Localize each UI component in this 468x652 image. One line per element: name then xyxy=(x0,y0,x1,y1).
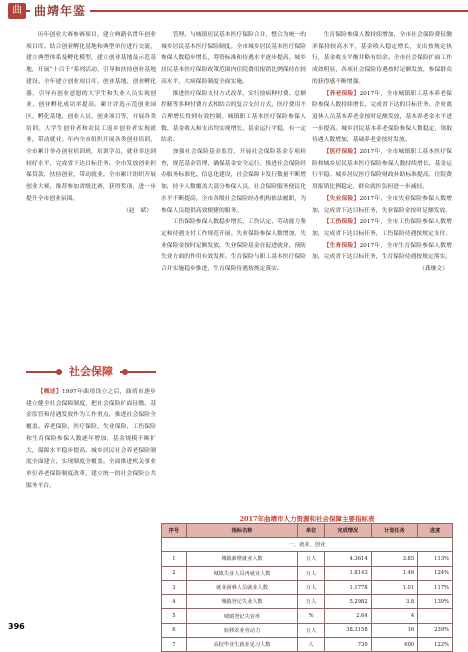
item-text: 2017年，全市工伤保险参保人数增加，完成省下达目标任务，工伤保险待遇按规定支付。 xyxy=(312,219,452,237)
item-tag: 【失业保险】 xyxy=(323,195,360,202)
cell-plan: 1.01 xyxy=(371,580,418,594)
cell-actual: 730 xyxy=(324,638,371,652)
col1-paragraph: 历年创业大赛参赛项目、建立典籍名贯年创业项目库。结合创业孵化基地和典型单位进行交流，建立典型体系及孵化模型，建立创业基地及示范基地，开展“十百千”系列活动，引导和扶持创业基地建设。全年建立创业项目库、创业基地、创业孵化器，引导有创业意愿的大学生和失业人员实现创业，创业孵化成功率提高。累计评选示范创业园区、孵化基地、创业人员、创业项目等，开展各类培训。大学生创业者和农民工返乡创业者实现就业，带动就业。年内全市组织开展各类创业培训，全市累计举办创业培训班，培训学员，就业率达到较好水平，完成省下达目标任务。全市发放创业担保贷款，扶持创业，带动就业。全市累计组织开展创业大赛，推荐参加省级比赛，获得奖项，进一步提升全市创业氛围。 xyxy=(26,32,156,202)
table-row xyxy=(162,552,453,566)
col3-item xyxy=(312,241,452,264)
header-cell-unit: 单位 xyxy=(298,524,325,538)
cell-indicator: 城镇新增就业人数 xyxy=(186,552,297,566)
column-1 xyxy=(26,30,156,217)
column-3 xyxy=(312,30,452,276)
col2-paragraph: 管理。与城镇居民基本医疗保险合并，整合为统一的城乡居民基本医疗保险制度。全市城乡居民基本医疗保险参保人数稳步增长，筹资标准和待遇水平逐步提高。城乡居民基本医疗保险政策范围内住院费用报销比例保持在较高水平，大病保险制度全面实施。 xyxy=(161,32,306,85)
header-cell-indicator: 指标名称 xyxy=(186,524,297,538)
cell-progress: 139% xyxy=(418,595,453,609)
cell-actual: 1.8143 xyxy=(324,566,371,580)
cell-progress: 117% xyxy=(418,580,453,594)
item-text: 2017年，全市城镇职工基本养老保险参保人数持续增长，完成省下达的目标任务。企业离退休人员基本养老金按时足额发放，基本养老金水平进一步提高。城乡居民基本养老保险参保人数稳定，领取待遇人数增加，基础养老金按时发放。 xyxy=(312,90,452,144)
running-title: 曲靖年鉴 xyxy=(30,2,90,20)
indicators-table xyxy=(161,523,453,652)
cell-progress: 113% xyxy=(418,552,453,566)
table-row xyxy=(162,609,453,623)
group-cell: 一、就业、创业 xyxy=(162,538,453,552)
cell-plan: 3.8 xyxy=(371,595,418,609)
col3-item xyxy=(312,147,452,194)
cell-unit: 万人 xyxy=(298,623,325,637)
col3-item xyxy=(312,194,452,217)
cell-actual: 1.1778 xyxy=(324,580,371,594)
overview-tag: 【概述】 xyxy=(37,389,62,395)
header-cell-index: 序号 xyxy=(162,524,187,538)
cell-actual: 5.2982 xyxy=(324,595,371,609)
cell-unit: 人 xyxy=(298,638,325,652)
col2-paragraph: 加强社会保险基金监管，开展社会保险基金专项检查，规范基金管理，确保基金安全运行。推进社会保险经办服务标准化、信息化建设，社会保障卡发行数量不断增加，持卡人数覆盖大部分参保人员，社会保险服务便民化水平不断提高。全市各级社会保险经办机构依法履职，为参保人员提供高效便捷的服务。 xyxy=(161,149,306,214)
section-heading xyxy=(26,362,156,382)
table-row xyxy=(162,580,453,594)
cell-unit: % xyxy=(298,609,325,623)
column-1-overview xyxy=(26,387,156,492)
cell-index: 2 xyxy=(162,566,187,580)
column-2 xyxy=(161,30,306,276)
cell-unit: 万人 xyxy=(298,566,325,580)
table-title: 2017年曲靖市人力资源和社会保障主要指标表 xyxy=(239,515,375,523)
cell-index: 4 xyxy=(162,595,187,609)
overview-text: 1997年曲靖设立之后，曲靖市逐步建立健全社会保障制度，把社会保险扩面征缴、基金监管和待遇发放作为工作重点，推进社会保险全覆盖。养老保险、医疗保险、失业保险、工伤保险和生育保险参保人数逐年增加，基金规模不断扩大，保障水平稳步提高。城乡居民社会养老保险制度全面建立，实现制度全覆盖。全面推进机关事业单位养老保险制度改革，建立统一的社会保险公共服务平台。 xyxy=(26,389,156,489)
cell-plan: 3.85 xyxy=(371,552,418,566)
col3-item xyxy=(312,89,452,148)
cell-indicator: 城镇登记失业率 xyxy=(186,609,297,623)
item-text: 2017年，全市城镇职工基本医疗保险和城乡居民基本医疗保险参保人数持续增长，基金运行平稳。城乡居民医疗保险财政补助标准提高，住院费用报销比例稳定，群众就医负担进一步减轻。 xyxy=(312,149,452,191)
header-cell-actual: 完成情况 xyxy=(324,524,371,538)
table-header-row xyxy=(162,524,453,538)
cell-plan: 4 xyxy=(371,609,418,623)
cell-plan: 16 xyxy=(371,623,418,637)
col3-item xyxy=(312,217,452,240)
col2-paragraph: 工伤保险参保人数稳步增长，工伤认定、劳动能力鉴定和待遇支付工作规范开展。失业保险参保人数增加，失业保险金按时足额发放，失业保险基金在促进就业、预防失业方面的作用有效发挥。生育保险与职工基本医疗保险合并实施稳步推进，生育保险待遇按规定落实。 xyxy=(161,219,306,273)
cell-plan: 600 xyxy=(371,638,418,652)
cell-index: 1 xyxy=(162,552,187,566)
cell-unit: 万人 xyxy=(298,552,325,566)
cell-indicator: 城镇登记失业人数 xyxy=(186,595,297,609)
header-cell-progress: 进度 xyxy=(418,524,453,538)
cell-plan: 1.46 xyxy=(371,566,418,580)
page-header xyxy=(0,0,468,22)
cell-actual: 2.64 xyxy=(324,609,371,623)
cell-indicator: 转移农业劳动力 xyxy=(186,623,297,637)
logo-glyph: 曲 xyxy=(12,5,22,16)
cell-progress: 122% xyxy=(418,638,453,652)
cell-indicator: 城镇失业人员再就业人数 xyxy=(186,566,297,580)
cell-unit: 万人 xyxy=(298,580,325,594)
cell-unit: 万人 xyxy=(298,595,325,609)
cell-indicator: 就业困难人员就业人数 xyxy=(186,580,297,594)
cell-index: 7 xyxy=(162,638,187,652)
cell-progress xyxy=(418,609,453,623)
cell-progress: 124% xyxy=(418,566,453,580)
table-row xyxy=(162,623,453,637)
item-text: 2017年，全市失业保险参保人数增加，完成省下达目标任务，失业保险金按时足额发放。 xyxy=(312,195,452,214)
cell-index: 6 xyxy=(162,623,187,637)
cell-index: 5 xyxy=(162,609,187,623)
table-row xyxy=(162,566,453,580)
table-group-row xyxy=(162,538,453,552)
section-dot-right xyxy=(122,369,128,375)
item-tag: 【养老保险】 xyxy=(323,90,360,97)
cell-index: 3 xyxy=(162,580,187,594)
col2-paragraph: 推进医疗保险支付方式改革，实行按病种付费、总额控制等多种付费方式相结合的复合支付方式，医疗费用不合理增长得到有效控制。城镇职工基本医疗保险参保人数、基金收入和支出均实现增长，基金运行平稳，有一定结余。 xyxy=(161,90,306,144)
header-cell-plan: 计划任务 xyxy=(371,524,418,538)
section-title: 社会保障 xyxy=(62,362,120,382)
page-number: 396 xyxy=(8,622,25,631)
item-text: 2017年，全市生育保险参保人数增加，完成省下达目标任务，生育保险待遇按规定落实。 xyxy=(312,242,452,261)
item-tag: 【生育保险】 xyxy=(323,242,360,249)
cell-actual: 38.3158 xyxy=(324,623,371,637)
item-tag: 【工伤保险】 xyxy=(323,219,360,226)
col3-intro: 生育保险参保人数持续增加，全市社会保险费征缴率保持较高水平，基金收入稳定增长，支出按规定执行，基金收支平衡并略有结余。全市社会保险扩面工作成效明显，各项社会保险待遇按时足额发放，参保群众的获得感不断增强。 xyxy=(312,32,452,85)
overview-paragraph xyxy=(26,387,156,492)
table-row xyxy=(162,595,453,609)
cell-actual: 4.3614 xyxy=(324,552,371,566)
yearbook-logo-icon xyxy=(8,3,26,19)
col1-signature: （赵 斌） xyxy=(123,207,152,214)
item-tag: 【医疗保险】 xyxy=(323,149,360,156)
cell-progress: 239% xyxy=(418,623,453,637)
col3-signature: （龚继文） xyxy=(419,266,448,273)
cell-indicator: 高校毕业生就业见习人数 xyxy=(186,638,297,652)
